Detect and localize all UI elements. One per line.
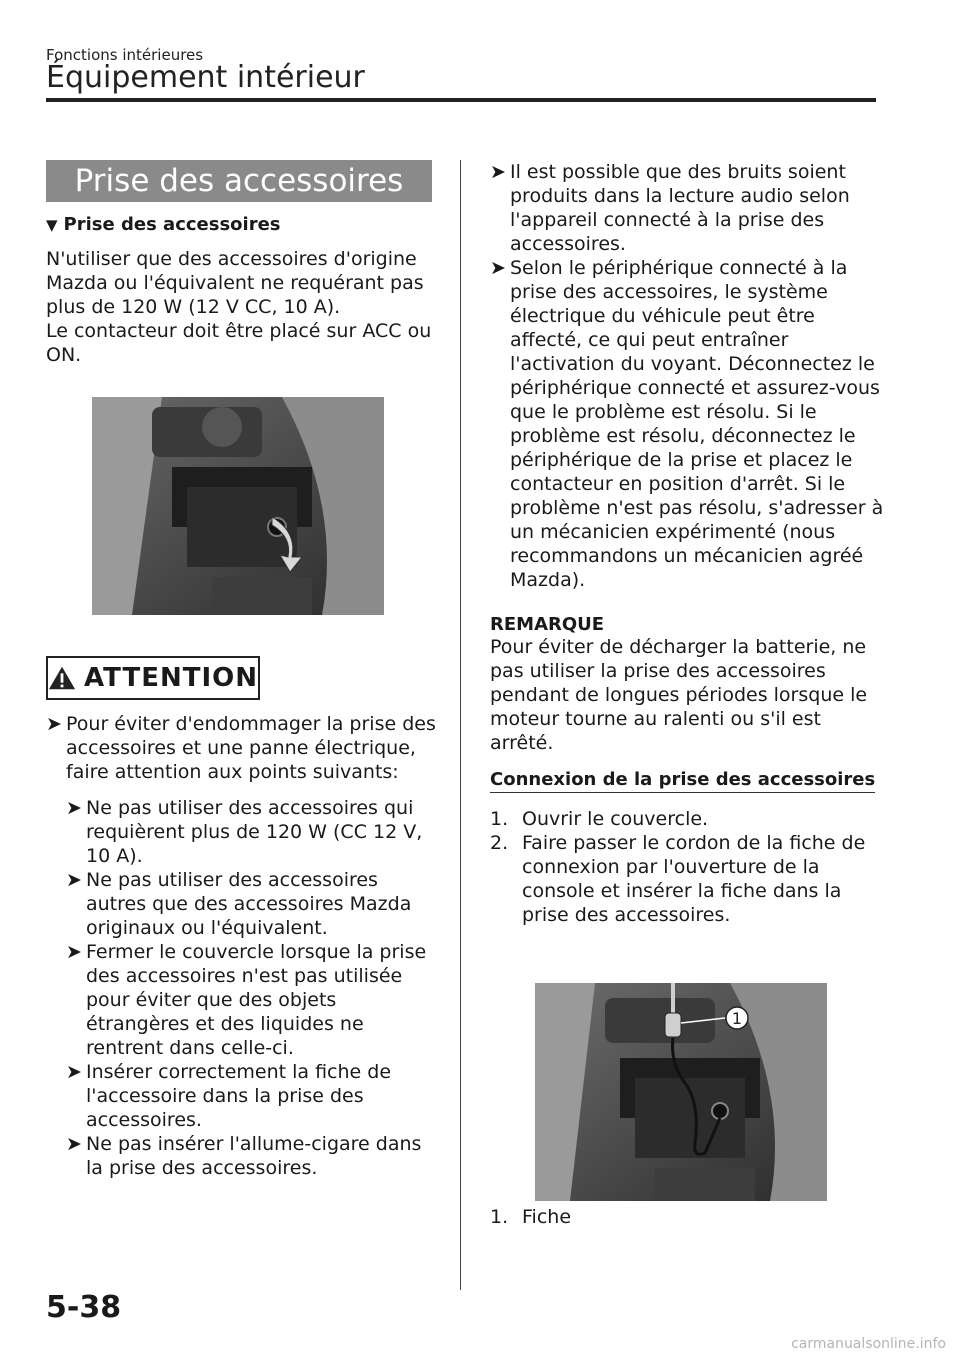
attention-label: ATTENTION bbox=[84, 663, 258, 693]
plug-connection-photo bbox=[535, 983, 827, 1201]
right-column bbox=[490, 160, 890, 927]
list-item-text: Insérer correctement la fiche de l'accessoire dans la prise des accessoires. bbox=[86, 1061, 392, 1131]
list-item bbox=[66, 1132, 438, 1180]
list-item bbox=[490, 160, 890, 256]
arrow-bullet-icon: ➤ bbox=[66, 869, 82, 891]
step-text: Faire passer le cordon de la fiche de connexion par l'ouverture de la console et insérer la fiche dans la prise des accessoires. bbox=[522, 832, 866, 926]
list-item bbox=[66, 796, 438, 868]
left-column bbox=[46, 160, 436, 367]
list-item-text: Selon le périphérique connecté à la prise des accessoires, le système électrique du véhicule peut être affecté, ce qui peut entraîner l'activation du voyant. Déconnectez le périphérique connecté et assurez-vous que le problème est résolu. Si le problème est résolu, déconnectez le périphérique de la prise et placez le contacteur en position d'arrêt. Si le problème n'est pas résolu, s'adresser à un mécanicien expérimenté (nous recommandons un mécanicien agréé Mazda). bbox=[510, 257, 884, 591]
down-triangle-icon: ▼ bbox=[46, 216, 58, 234]
page-title: Prise des accessoires bbox=[46, 160, 432, 202]
arrow-bullet-icon: ➤ bbox=[66, 941, 82, 963]
arrow-bullet-icon: ➤ bbox=[66, 1061, 82, 1083]
step-text: Ouvrir le couvercle. bbox=[522, 808, 709, 830]
intro-paragraph-1: N'utiliser que des accessoires d'origine Mazda ou l'équivalent ne requérant pas plus de 120 W (12 V CC, 10 A). bbox=[46, 248, 424, 318]
intro-text bbox=[46, 247, 436, 367]
accessory-socket-photo bbox=[92, 397, 384, 615]
section-title: Équipement intérieur bbox=[46, 60, 365, 95]
column-divider bbox=[460, 160, 461, 1290]
arrow-bullet-icon: ➤ bbox=[46, 713, 62, 735]
step-item bbox=[490, 807, 890, 831]
list-item-text: Il est possible que des bruits soient produits dans la lecture audio selon l'appareil connecté à la prise des accessoires. bbox=[510, 161, 850, 255]
header-rule bbox=[46, 98, 876, 102]
caption-number: 1. bbox=[490, 1206, 509, 1228]
arrow-bullet-icon: ➤ bbox=[66, 1133, 82, 1155]
intro-paragraph-2: Le contacteur doit être placé sur ACC ou ON. bbox=[46, 320, 432, 366]
list-item-text: Ne pas utiliser des accessoires qui requièrent plus de 120 W (CC 12 V, 10 A). bbox=[86, 797, 423, 867]
arrow-bullet-icon: ➤ bbox=[490, 161, 506, 183]
figure-caption bbox=[490, 1206, 571, 1228]
attention-list bbox=[46, 712, 438, 1180]
watermark: carmanualsonline.info bbox=[791, 1336, 946, 1352]
plug-photo-illustration bbox=[535, 983, 827, 1201]
list-item-text: Ne pas utiliser des accessoires autres que des accessoires Mazda originaux ou l'équivalent. bbox=[86, 869, 412, 939]
arrow-bullet-icon: ➤ bbox=[66, 797, 82, 819]
list-item-text: Fermer le couvercle lorsque la prise des accessoires n'est pas utilisée pour éviter que des objets étrangères et des liquides ne rentrent dans celle-ci. bbox=[86, 941, 427, 1059]
step-number: 2. bbox=[490, 832, 509, 854]
list-item-text: Pour éviter d'endommager la prise des accessoires et une panne électrique, faire attention aux points suivants: bbox=[66, 713, 436, 783]
page-number: 5-38 bbox=[46, 1290, 122, 1325]
attention-box bbox=[46, 656, 260, 700]
step-item bbox=[490, 831, 890, 927]
note-text: Pour éviter de décharger la batterie, ne pas utiliser la prise des accessoires pendant de longues périodes lorsque le moteur tourne au ralenti ou s'il est arrêté. bbox=[490, 636, 868, 754]
list-item-text: Ne pas insérer l'allume-cigare dans la prise des accessoires. bbox=[86, 1133, 422, 1179]
connection-heading: Connexion de la prise des accessoires bbox=[490, 769, 875, 793]
list-item bbox=[490, 256, 890, 592]
arrow-bullet-icon: ➤ bbox=[490, 257, 506, 279]
list-item bbox=[66, 1060, 438, 1132]
list-item bbox=[46, 712, 438, 784]
callout-number: 1 bbox=[731, 1009, 743, 1028]
warning-triangle-icon bbox=[48, 665, 76, 691]
note-title: REMARQUE bbox=[490, 614, 605, 635]
list-item bbox=[66, 868, 438, 940]
list-item bbox=[66, 940, 438, 1060]
console-photo-illustration bbox=[92, 397, 384, 615]
caption-text: Fiche bbox=[522, 1206, 572, 1228]
subheading-text: Prise des accessoires bbox=[63, 214, 281, 235]
step-number: 1. bbox=[490, 808, 509, 830]
steps-list bbox=[490, 807, 890, 927]
subheading bbox=[46, 214, 436, 235]
section-label: Fonctions intérieures bbox=[46, 46, 204, 64]
